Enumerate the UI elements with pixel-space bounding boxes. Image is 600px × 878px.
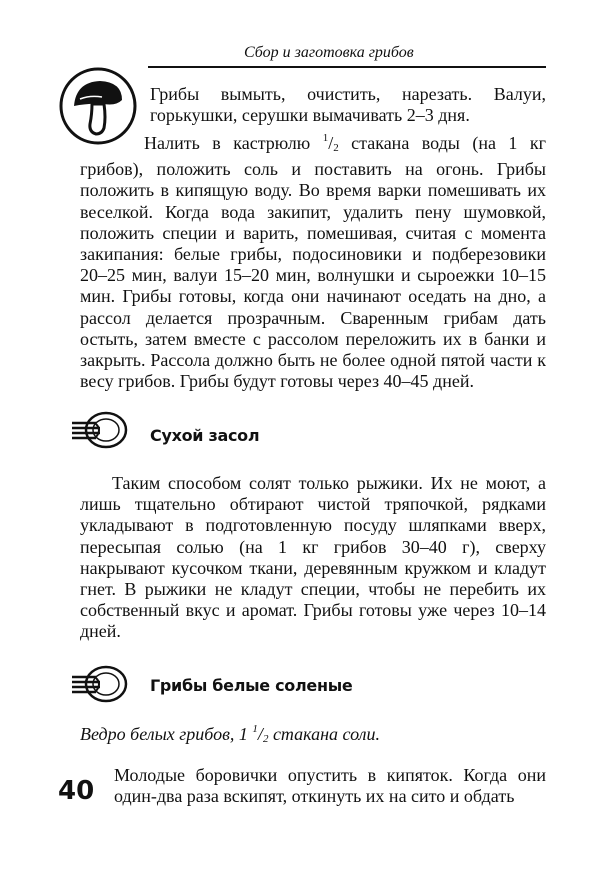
header-rule (148, 66, 546, 68)
section-title-dry-salting: Сухой засол (150, 426, 260, 445)
fraction-numerator: 1 (252, 723, 258, 735)
dry-salting-paragraph: Таким способом солят только рыжики. Их не моют, а лишь тщательно обтирают чистой тряпочкой, рядками укладывают в подготовленную посуду шляпками вверх, пересыпая солью (на 1 кг грибов 30–40 г), сверху накрывают кусочком ткани, деревянным кружком и кладут гнет. В рыжики не кладут специи, чтобы не перебить их собственный вкус и аромат. Грибы готовы уже через 10–14 дней. (80, 473, 546, 642)
section-title-white-salted: Грибы белые соленые (150, 676, 353, 695)
text-segment: Налить в кастрюлю (144, 133, 323, 153)
ingredients-line (80, 723, 380, 745)
text-segment: стакана соли. (268, 724, 380, 744)
fraction-numerator: 1 (322, 132, 329, 144)
text-segment: стакана воды (на 1 кг грибов), положить соль и поставить на огонь. Грибы положить в кипящую воду. Во время варки помешивать их веселкой. Когда вода закипит, удалить пену шумовкой, положить специи и варить, помешивая, считая с момента закипания: белые грибы, подосиновики и подберезовики 20–25 мин, валуи 15–20 мин, волнушки и сыроежки 10–15 мин. Грибы готовы, когда они начинают оседать на дно, а рассол делается прозрачным. Сваренным грибам дать остыть, затем вместе с рассолом переложить их в банки и закрыть. Рассола должно быть не более одной пятой части к весу грибов. Грибы будут готовы через 40–45 дней. (80, 133, 546, 392)
recipe-intro-paragraph: Грибы вымыть, очистить, нарезать. Валуи, горькушки, серушки вымачивать 2–3 дня. (150, 84, 546, 126)
fraction-denominator: 2 (333, 142, 339, 154)
text-segment: Ведро белых грибов, 1 (80, 724, 253, 744)
recipe-steps-paragraph (80, 128, 546, 392)
fraction-separator: / (257, 724, 263, 744)
white-salted-paragraph: Молодые боровички опустить в кипяток. Когда они один-два раза вскипят, откинуть их на сито и обдать (114, 765, 546, 807)
fraction-denominator: 2 (262, 733, 269, 745)
running-header: Сбор и заготовка грибов (244, 44, 414, 61)
soup-plate-icon (70, 410, 128, 450)
fraction-separator: / (328, 133, 334, 153)
soup-plate-icon (70, 664, 128, 704)
page-number: 40 (58, 776, 95, 806)
